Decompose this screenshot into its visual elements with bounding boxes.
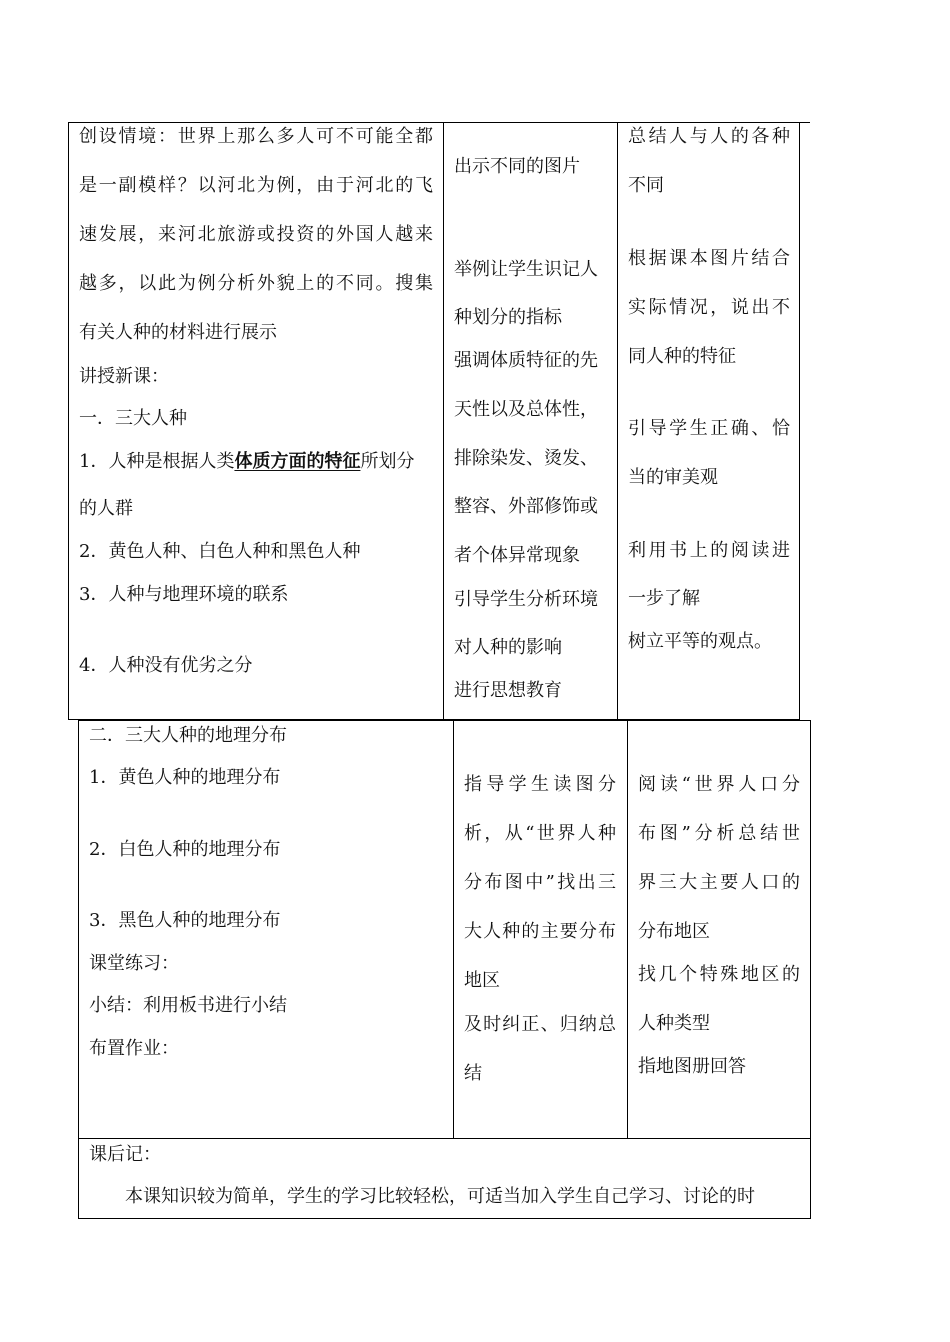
student-line: 界三大主要人口的	[638, 872, 800, 893]
student-line: 同人种的特征	[628, 346, 736, 367]
student-line: 人种类型	[638, 1013, 710, 1034]
key-term: 体质方面的特征	[234, 451, 361, 472]
content-line: 速发展，来河北旅游或投资的外国人越来	[79, 224, 433, 245]
student-line: 分布地区	[638, 921, 710, 942]
student-line: 根据课本图片结合	[628, 248, 790, 269]
teacher-line: 举例让学生识记人	[454, 259, 598, 280]
teacher-line: 分布图中”找出三	[464, 872, 616, 893]
content-line: 小结：利用板书进行小结	[89, 995, 287, 1016]
content-line: 课堂练习：	[89, 953, 179, 974]
content-line: 越多，以此为例分析外貌上的不同。搜集	[79, 273, 433, 294]
teacher-line: 排除染发、烫发、	[454, 448, 598, 469]
teacher-line: 者个体异常现象	[454, 545, 580, 566]
content-line: 2．白色人种的地理分布	[89, 839, 281, 860]
teacher-line: 地区	[464, 970, 500, 991]
content-line: 1．黄色人种的地理分布	[89, 767, 281, 788]
student-line: 当的审美观	[628, 467, 718, 488]
notes-text: 本课知识较为简单，学生的学习比较轻松，可适当加入学生自己学习、讨论的时	[125, 1186, 755, 1207]
content-line: 3．黑色人种的地理分布	[89, 910, 281, 931]
teacher-line: 进行思想教育	[454, 680, 562, 701]
notes-title: 课后记：	[89, 1144, 161, 1165]
teacher-line: 指导学生读图分	[464, 774, 616, 795]
teacher-line: 出示不同的图片	[454, 156, 580, 177]
student-line: 实际情况，说出不	[628, 297, 790, 318]
content-line: 2．黄色人种、白色人种和黑色人种	[79, 541, 361, 562]
teacher-line: 大人种的主要分布	[464, 921, 616, 942]
student-line: 布图”分析总结世	[638, 823, 800, 844]
teacher-line: 对人种的影响	[454, 637, 562, 658]
teacher-line: 整容、外部修饰或	[454, 496, 598, 517]
content-line: 3．人种与地理环境的联系	[79, 584, 289, 605]
teacher-line: 天性以及总体性，	[454, 399, 598, 420]
student-line: 不同	[628, 175, 664, 196]
teacher-line: 及时纠正、归纳总	[464, 1014, 616, 1035]
teacher-line: 种划分的指标	[454, 307, 562, 328]
student-line: 一步了解	[628, 588, 700, 609]
section-heading: 二．三大人种的地理分布	[89, 725, 287, 746]
student-line: 阅读“世界人口分	[638, 774, 800, 795]
student-line: 树立平等的观点。	[628, 631, 772, 652]
teacher-line: 引导学生分析环境	[454, 589, 598, 610]
notes-cell	[89, 0, 804, 1219]
content-line: 4．人种没有优劣之分	[79, 655, 253, 676]
student-line: 总结人与人的各种	[628, 126, 790, 147]
content-line: 创设情境：世界上那么多人可不可能全都	[79, 126, 433, 147]
content-text: 1．人种是根据人类	[79, 451, 235, 472]
student-line: 指地图册回答	[638, 1056, 746, 1077]
teacher-line: 强调体质特征的先	[454, 350, 598, 371]
content-line: 的人群	[79, 498, 133, 519]
student-line: 利用书上的阅读进	[628, 540, 790, 561]
content-line: 讲授新课：	[79, 366, 169, 387]
teacher-line: 结	[464, 1063, 482, 1084]
student-line: 引导学生正确、恰	[628, 418, 790, 439]
content-line: 布置作业：	[89, 1038, 179, 1059]
student-line: 找几个特殊地区的	[638, 964, 800, 985]
content-line: 有关人种的材料进行展示	[79, 322, 277, 343]
teacher-line: 析，从“世界人种	[464, 823, 616, 844]
content-line: 是一副模样？以河北为例，由于河北的飞	[79, 175, 433, 196]
section-heading: 一．三大人种	[79, 408, 187, 429]
content-text: 所划分	[360, 451, 415, 472]
